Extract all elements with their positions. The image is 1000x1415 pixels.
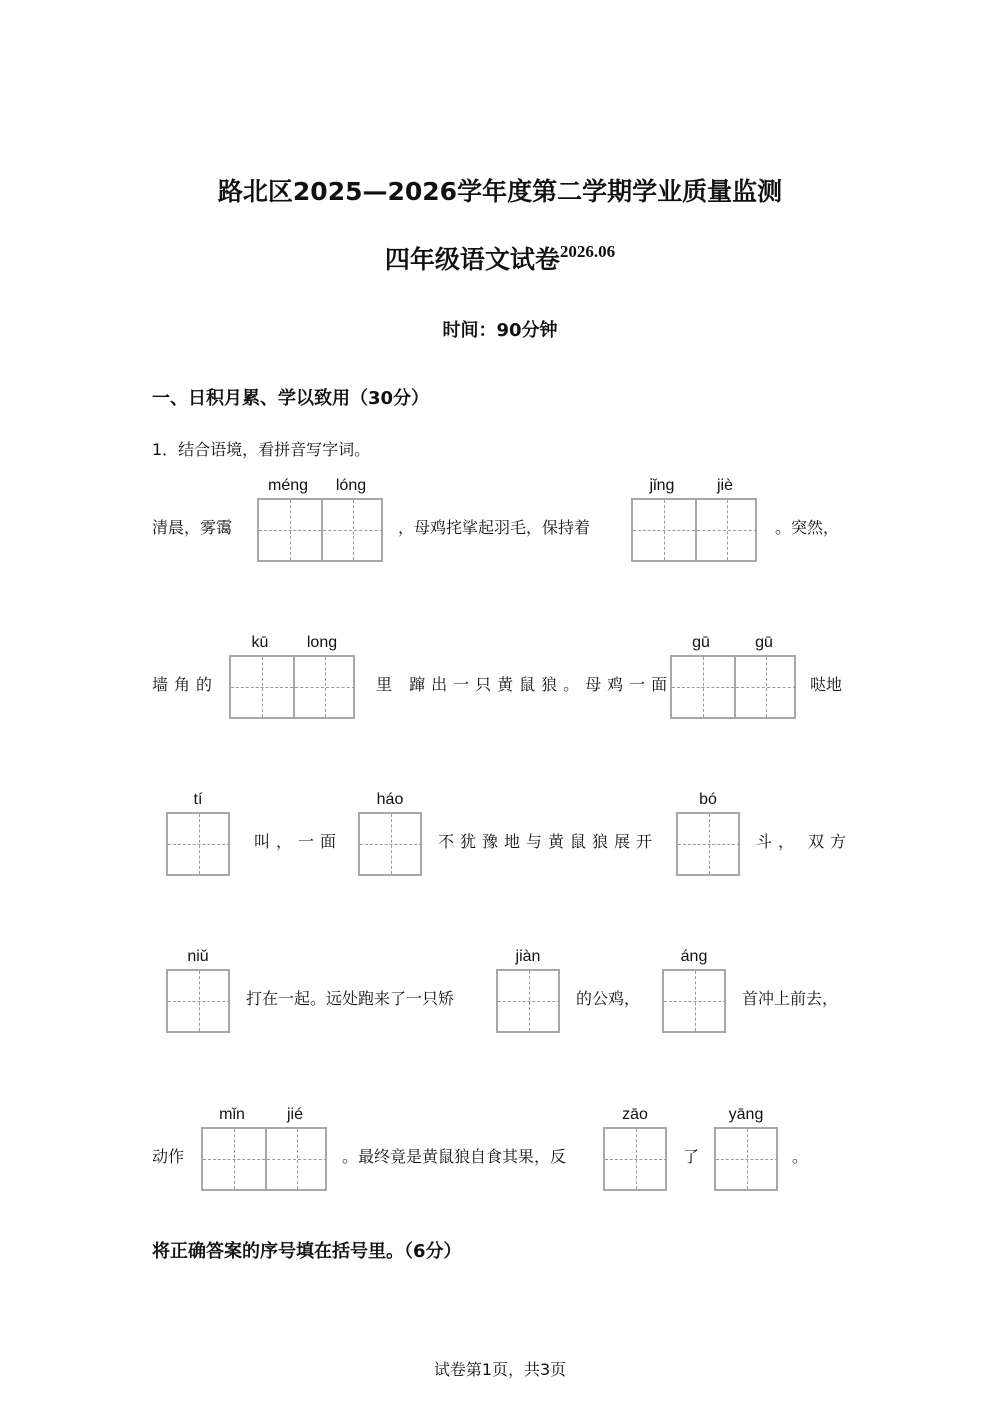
- answer-box-kulong[interactable]: [229, 655, 355, 719]
- exam-subtitle-line: [0, 240, 1000, 276]
- answer-box-ang[interactable]: [662, 969, 726, 1033]
- row5-text-3: 了: [683, 1147, 700, 1166]
- pinyin-yang: yāng: [728, 1106, 764, 1123]
- row3-text-3: 斗，: [756, 832, 801, 851]
- pinyin-jing: jǐng: [649, 477, 675, 494]
- answer-box-minjie[interactable]: [201, 1127, 327, 1191]
- row4-text-3: 首冲上前去，: [742, 989, 839, 1008]
- pinyin-zao: zāo: [622, 1106, 648, 1123]
- answer-box-menglong[interactable]: [257, 498, 383, 562]
- answer-box-zao[interactable]: [603, 1127, 667, 1191]
- pinyin-jian: jiàn: [515, 948, 541, 965]
- answer-box-jingjie[interactable]: [631, 498, 757, 562]
- answer-box-bo[interactable]: [676, 812, 740, 876]
- answer-box-jian[interactable]: [496, 969, 560, 1033]
- row2-text-1: 墙角的: [152, 675, 219, 694]
- pinyin-meng: méng: [267, 477, 309, 494]
- section-heading-1: 一、日积月累、学以致用（30分）: [152, 388, 430, 409]
- section-heading-2: 将正确答案的序号填在括号里。（6分）: [152, 1241, 462, 1262]
- row3-text-1: 叫，一面: [254, 832, 343, 851]
- row1-text-1: 清晨，雾霭: [152, 518, 233, 537]
- exam-subtitle: 四年级语文试卷: [384, 245, 560, 274]
- exam-title: 路北区2025—2026学年度第二学期学业质量监测: [217, 177, 783, 206]
- pinyin-niu: niǔ: [187, 948, 209, 965]
- row2-text-3: 哒地: [810, 675, 843, 694]
- pinyin-gu-1: gū: [692, 634, 710, 651]
- row5-text-1: 动作: [152, 1147, 185, 1166]
- exam-time: 时间：90分钟: [442, 320, 558, 341]
- pinyin-ang: áng: [680, 948, 708, 965]
- answer-box-gugu[interactable]: [670, 655, 796, 719]
- row5-text-2: 。最终竟是黄鼠狼自食其果，反: [342, 1147, 567, 1166]
- pinyin-jie-2: jié: [286, 1106, 303, 1123]
- page-footer: 试卷第1页，共3页: [433, 1360, 567, 1379]
- row1-text-3: 。突然，: [775, 518, 840, 537]
- pinyin-ku: kū: [251, 634, 269, 651]
- pinyin-min: mǐn: [219, 1106, 245, 1123]
- question-1-label: 1．结合语境，看拼音写字词。: [152, 440, 371, 459]
- row3-text-2: 不犹豫地与黄鼠狼展开: [438, 832, 659, 851]
- row4-text-2: 的公鸡，: [576, 989, 641, 1008]
- row4-text-1: 打在一起。远处跑来了一只矫: [246, 989, 455, 1008]
- pinyin-bo: bó: [699, 791, 717, 808]
- row1-text-2: ，母鸡挓挲起羽毛，保持着: [398, 518, 591, 537]
- row3-text-4: 双方: [808, 832, 853, 851]
- pinyin-long: lóng: [335, 477, 367, 494]
- answer-box-niu[interactable]: [166, 969, 230, 1033]
- answer-box-ti[interactable]: [166, 812, 230, 876]
- pinyin-gu-2: gū: [755, 634, 773, 651]
- exam-date: 2026.06: [559, 242, 616, 261]
- row5-text-4: 。: [792, 1147, 809, 1166]
- answer-box-yang[interactable]: [714, 1127, 778, 1191]
- answer-box-hao[interactable]: [358, 812, 422, 876]
- pinyin-long-2: long: [306, 634, 338, 651]
- pinyin-jie: jiè: [716, 477, 733, 494]
- row2-text-2: 里 蹿出一只黄鼠狼。母鸡一面: [376, 675, 674, 694]
- pinyin-ti: tí: [193, 791, 203, 808]
- pinyin-hao: háo: [376, 791, 404, 808]
